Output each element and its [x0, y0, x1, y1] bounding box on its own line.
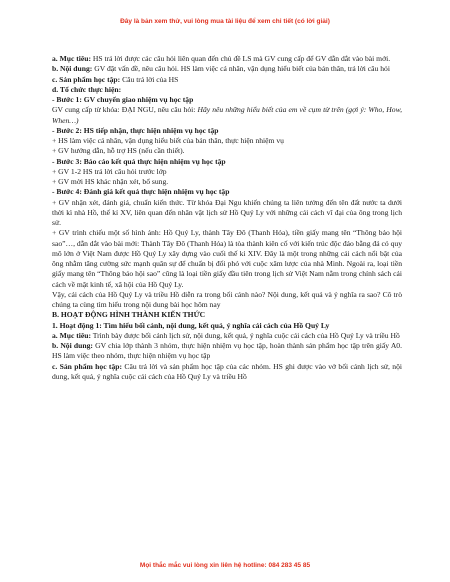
product-label: c. Sản phẩm học tập:: [52, 74, 121, 84]
footer-notice: Mọi thắc mắc vui lòng xin liên hệ hotline: 084 283 45 85: [139, 562, 311, 569]
activity1-content: [52, 341, 402, 362]
step2-heading: - Bước 2: HS tiếp nhận, thực hiện nhiệm vụ học tập: [52, 125, 219, 135]
step4-paragraph: + GV trình chiếu một số hình ảnh: Hồ Quý Ly, thành Tây Đô (Thanh Hóa), tiền giấy mang tên “Thông bảo hội sao”…, dẫn dắt vào bài mới: Thành Tây Đô (Thanh Hóa) là tòa thành kiên cố với kiến trúc độc đáo bằng đá có quy mô lớn ở Việt Nam được Hồ Quý Ly xây dựng vào cuối thế kỉ XIV. Đây là một trong những cải cách nổi bật của ông nhằm tăng cường sức mạnh quân sự để chuẩn bị đối phó với cuộc xâm lược của nhà Minh. Ngoài ra, loại tiền giấy mang tên “Thông bảo hội sao” cũng là loại tiền giấy đầu tiên trong lịch sử Việt Nam nằm trong chính sách cải cách về mặt kinh tế, xã hội của Hồ Quý Ly.: [52, 228, 402, 289]
product-paragraph: [52, 75, 402, 85]
document-body: [52, 54, 402, 382]
organization-heading: d. Tổ chức thực hiện:: [52, 84, 122, 94]
step3-line: + GV 1-2 HS trả lời câu hỏi trước lớp: [52, 166, 167, 176]
activity1-product-text: Câu trả lời và sản phẩm học tập của các nhóm. HS ghi được vào vở bối cảnh lịch sử, nội dung, kết quả, ý nghĩa cuộc cải cách của Hồ Quý Ly và triều Hồ: [52, 361, 402, 381]
step2-line: + GV hướng dẫn, hỗ trợ HS (nếu cần thiết).: [52, 146, 185, 156]
step3-line: + GV mời HS khác nhận xét, bổ sung.: [52, 177, 169, 186]
activity1-product-label: c. Sản phẩm học tập:: [52, 361, 123, 371]
step3-heading: - Bước 3: Báo cáo kết quả thực hiện nhiệm vụ học tập: [52, 156, 226, 166]
activity1-objective-label: a. Mục tiêu:: [52, 330, 92, 340]
activity1-content-text: GV chia lớp thành 3 nhóm, thực hiện nhiệm vụ học tập, hoàn thành sản phẩm học tập trên giấy A0. HS làm việc theo nhóm, thực hiện nhiệm vụ học tập: [52, 341, 402, 361]
content-label: b. Nội dung:: [52, 64, 93, 74]
activity1-objective: [52, 331, 402, 341]
step2-line: + HS làm việc cá nhân, vận dụng hiểu biết của bản thân, thực hiện nhiệm vụ: [52, 136, 284, 145]
step1-heading: - Bước 1: GV chuyển giao nhiệm vụ học tập: [52, 95, 194, 104]
section-b-heading: B. HOẠT ĐỘNG HÌNH THÀNH KIẾN THỨC: [52, 310, 206, 320]
step1-paragraph: [52, 105, 402, 126]
activity1-heading: 1. Hoạt động 1: Tìm hiểu bối cảnh, nội dung, kết quả, ý nghĩa cải cách của Hồ Quý Ly: [52, 320, 330, 330]
activity1-objective-text: Trình bày được bối cảnh lịch sử, nội dung, kết quả, ý nghĩa cuộc cải cách của Hồ Quý Ly và triều Hồ: [92, 330, 400, 340]
step4-paragraph: Vậy, cải cách của Hồ Quý Ly và triều Hồ diễn ra trong bối cảnh nào? Nội dung, kết quả và ý nghĩa ra sao? Cô trò chúng ta cùng tìm hiểu trong nội dung bài học hôm nay: [52, 289, 402, 309]
content-text: GV đặt vấn đề, nêu câu hỏi. HS làm việc cá nhân, vận dụng hiểu biết của bản thân, trả lời câu hỏi: [94, 64, 390, 74]
content-paragraph: [52, 64, 402, 74]
objective-paragraph: [52, 54, 402, 64]
step1-text: GV cung cấp từ khóa: ĐẠI NGU, nêu câu hỏi:: [52, 105, 196, 115]
activity1-product: [52, 362, 402, 383]
objective-label: a. Mục tiêu:: [52, 54, 92, 63]
product-text: Câu trả lời của HS: [122, 74, 179, 84]
step1-question: Hãy nêu những hiểu biết của em về cụm từ trên (gợi ý: Who, How, When…): [52, 105, 402, 125]
activity1-content-label: b. Nội dung:: [52, 341, 93, 350]
step4-paragraph: + GV nhận xét, đánh giá, chuẩn kiến thức. Từ khóa Đại Ngu khiến chúng ta liên tưởng đến tên đất nước ta dưới thời kì nhà Hồ, thế kỉ XV, liên quan đến nhân vật lịch sử Hồ Quý Ly với những cải cách vĩ đại của ông trong lịch sử.: [52, 197, 402, 227]
step4-heading: - Bước 4: Đánh giá kết quả thực hiện nhiệm vụ học tập: [52, 187, 230, 197]
header-notice: Đây là bản xem thử, vui lòng mua tài liệu để xem chi tiết (có lời giải): [120, 18, 330, 25]
objective-text: HS trả lời được các câu hỏi liên quan đến chủ đề LS mà GV cung cấp để GV dẫn dắt vào bài mới.: [92, 54, 391, 63]
